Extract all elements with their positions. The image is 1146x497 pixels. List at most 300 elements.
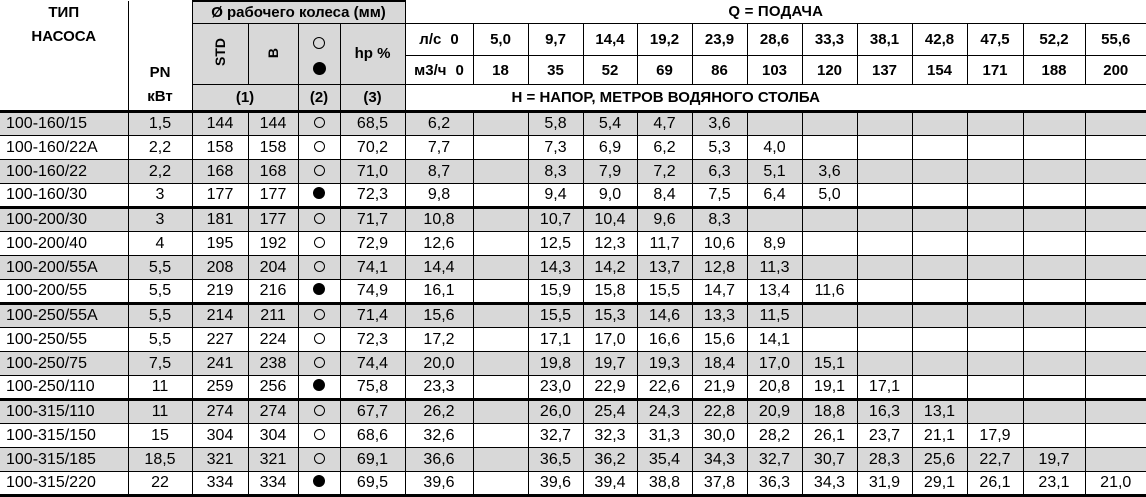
- head-value-cell: 20,0: [405, 352, 473, 376]
- head-value-cell: 14,4: [405, 256, 473, 280]
- head-value-cell: 20,8: [747, 376, 802, 400]
- flow-ls-value: 38,1: [857, 23, 912, 56]
- head-value-cell: 19,8: [528, 352, 583, 376]
- head-value-cell: 25,4: [583, 400, 637, 424]
- hp-cell: 72,3: [340, 328, 405, 352]
- impeller-symbol-cell: [298, 304, 340, 328]
- head-value-cell: 35,4: [637, 448, 692, 472]
- hp-cell: 68,6: [340, 424, 405, 448]
- head-value-cell: 8,3: [528, 160, 583, 184]
- head-value-cell: 18,8: [802, 400, 857, 424]
- head-value-cell: [473, 232, 528, 256]
- flow-m3h-value: 137: [857, 56, 912, 85]
- head-value-cell: 17,0: [583, 328, 637, 352]
- head-value-cell: [1023, 112, 1085, 136]
- b-diameter-cell: 177: [248, 208, 298, 232]
- head-value-cell: 16,6: [637, 328, 692, 352]
- head-value-cell: [967, 400, 1023, 424]
- model-cell: 100-160/22: [0, 160, 128, 184]
- table-row: [0, 136, 1146, 160]
- head-value-cell: 5,8: [528, 112, 583, 136]
- head-value-cell: [1085, 400, 1146, 424]
- head-value-cell: [473, 184, 528, 208]
- head-value-cell: [802, 208, 857, 232]
- flow-ls-value: 52,2: [1023, 23, 1085, 56]
- table-row: [0, 184, 1146, 208]
- head-value-cell: [857, 280, 912, 304]
- head-value-cell: 39,6: [528, 472, 583, 496]
- b-diameter-cell: 168: [248, 160, 298, 184]
- head-value-cell: [857, 304, 912, 328]
- filled-circle-icon: [313, 475, 325, 487]
- head-value-cell: 19,7: [583, 352, 637, 376]
- head-value-cell: [1085, 136, 1146, 160]
- b-diameter-cell: 211: [248, 304, 298, 328]
- head-value-cell: [1085, 184, 1146, 208]
- table-row: [0, 232, 1146, 256]
- open-circle-icon: [314, 261, 325, 272]
- head-value-cell: [912, 256, 967, 280]
- model-cell: 100-200/40: [0, 232, 128, 256]
- head-value-cell: [912, 160, 967, 184]
- table-row: [0, 256, 1146, 280]
- open-circle-icon: [314, 453, 325, 464]
- hp-cell: 72,9: [340, 232, 405, 256]
- flow-m3h-value: 18: [473, 56, 528, 85]
- pn-cell: 1,5: [128, 112, 192, 136]
- head-value-cell: 23,0: [528, 376, 583, 400]
- std-diameter-cell: 334: [192, 472, 248, 496]
- table-row: [0, 472, 1146, 496]
- head-value-cell: 5,1: [747, 160, 802, 184]
- head-value-cell: [747, 112, 802, 136]
- hp-cell: 67,7: [340, 400, 405, 424]
- model-cell: 100-250/55A: [0, 304, 128, 328]
- head-value-cell: [912, 184, 967, 208]
- filled-circle-icon: [313, 283, 325, 295]
- head-value-cell: 15,8: [583, 280, 637, 304]
- head-value-cell: 8,4: [637, 184, 692, 208]
- open-circle-icon: [314, 141, 325, 152]
- head-value-cell: [857, 352, 912, 376]
- flow-section-header: Q = ПОДАЧА: [405, 1, 1146, 23]
- head-value-cell: 7,9: [583, 160, 637, 184]
- filled-circle-icon: [313, 187, 325, 199]
- footnote-2-label: (2): [298, 85, 340, 112]
- b-diameter-cell: 177: [248, 184, 298, 208]
- hp-cell: 72,3: [340, 184, 405, 208]
- pump-type-line1: ТИП: [48, 4, 80, 21]
- open-circle-icon: [314, 309, 325, 320]
- head-value-cell: [1085, 424, 1146, 448]
- head-value-cell: [473, 208, 528, 232]
- head-value-cell: 17,2: [405, 328, 473, 352]
- impeller-symbol-cell: [298, 160, 340, 184]
- head-value-cell: [1023, 328, 1085, 352]
- model-cell: 100-250/75: [0, 352, 128, 376]
- open-circle-icon: [314, 117, 325, 128]
- filled-circle-icon: [313, 62, 326, 75]
- head-value-cell: 3,6: [802, 160, 857, 184]
- table-row: [0, 424, 1146, 448]
- head-value-cell: [473, 376, 528, 400]
- flow-ls-value: 5,0: [473, 23, 528, 56]
- head-value-cell: 34,3: [692, 448, 747, 472]
- flow-ls-value: 9,7: [528, 23, 583, 56]
- hp-cell: 69,1: [340, 448, 405, 472]
- impeller-symbol-cell: [298, 232, 340, 256]
- head-value-cell: 11,5: [747, 304, 802, 328]
- head-value-cell: [1085, 256, 1146, 280]
- flow-m3h-value: 154: [912, 56, 967, 85]
- std-diameter-cell: 227: [192, 328, 248, 352]
- head-value-cell: 12,6: [405, 232, 473, 256]
- open-circle-icon: [314, 165, 325, 176]
- head-value-cell: [857, 112, 912, 136]
- head-value-cell: 23,3: [405, 376, 473, 400]
- head-value-cell: [857, 136, 912, 160]
- head-value-cell: 36,5: [528, 448, 583, 472]
- table-row: [0, 112, 1146, 136]
- head-value-cell: 26,1: [967, 472, 1023, 496]
- pump-type-line2: НАСОСА: [31, 28, 97, 45]
- pn-cell: 18,5: [128, 448, 192, 472]
- std-diameter-cell: 304: [192, 424, 248, 448]
- impeller-symbol-cell: [298, 184, 340, 208]
- hp-cell: 68,5: [340, 112, 405, 136]
- head-value-cell: 19,7: [1023, 448, 1085, 472]
- b-diameter-cell: 304: [248, 424, 298, 448]
- head-value-cell: [473, 352, 528, 376]
- std-diameter-cell: 144: [192, 112, 248, 136]
- head-value-cell: [473, 112, 528, 136]
- head-value-cell: 23,7: [857, 424, 912, 448]
- head-value-cell: [1085, 328, 1146, 352]
- model-cell: 100-200/55A: [0, 256, 128, 280]
- head-value-cell: 15,5: [637, 280, 692, 304]
- head-value-cell: 12,3: [583, 232, 637, 256]
- pn-cell: 11: [128, 376, 192, 400]
- head-value-cell: 32,7: [747, 448, 802, 472]
- head-value-cell: [967, 304, 1023, 328]
- flow-m3h-value: 69: [637, 56, 692, 85]
- head-value-cell: 36,2: [583, 448, 637, 472]
- model-cell: 100-250/110: [0, 376, 128, 400]
- impeller-symbol-cell: [298, 400, 340, 424]
- std-diameter-cell: 241: [192, 352, 248, 376]
- head-value-cell: [1085, 232, 1146, 256]
- head-value-cell: 3,6: [692, 112, 747, 136]
- head-value-cell: 6,3: [692, 160, 747, 184]
- head-value-cell: [967, 376, 1023, 400]
- std-diameter-cell: 177: [192, 184, 248, 208]
- head-value-cell: 16,1: [405, 280, 473, 304]
- head-value-cell: 15,1: [802, 352, 857, 376]
- impeller-symbol-cell: [298, 136, 340, 160]
- head-value-cell: 20,9: [747, 400, 802, 424]
- pn-cell: 4: [128, 232, 192, 256]
- head-value-cell: [967, 280, 1023, 304]
- head-value-cell: 32,3: [583, 424, 637, 448]
- model-cell: 100-200/55: [0, 280, 128, 304]
- open-circle-icon: [314, 357, 325, 368]
- pn-unit-label: кВт: [147, 88, 173, 105]
- pn-cell: 2,2: [128, 136, 192, 160]
- head-value-cell: [967, 352, 1023, 376]
- head-value-cell: 6,2: [405, 112, 473, 136]
- head-value-cell: 22,8: [692, 400, 747, 424]
- impeller-symbol-cell: [298, 352, 340, 376]
- head-value-cell: 32,6: [405, 424, 473, 448]
- head-value-cell: 21,0: [1085, 472, 1146, 496]
- head-value-cell: 11,7: [637, 232, 692, 256]
- impeller-symbol-cell: [298, 280, 340, 304]
- head-value-cell: 29,1: [912, 472, 967, 496]
- hp-cell: 74,1: [340, 256, 405, 280]
- hp-cell: 74,4: [340, 352, 405, 376]
- head-value-cell: [1023, 184, 1085, 208]
- head-value-cell: 14,3: [528, 256, 583, 280]
- open-circle-icon: [314, 405, 325, 416]
- hp-column-header: hp %: [340, 23, 405, 85]
- head-section-header: Н = НАПОР, МЕТРОВ ВОДЯНОГО СТОЛБА: [405, 85, 1146, 112]
- head-value-cell: 39,4: [583, 472, 637, 496]
- b-diameter-cell: 321: [248, 448, 298, 472]
- table-row: [0, 448, 1146, 472]
- impeller-symbol-cell: [298, 328, 340, 352]
- head-value-cell: 14,7: [692, 280, 747, 304]
- b-diameter-cell: 274: [248, 400, 298, 424]
- head-value-cell: 12,5: [528, 232, 583, 256]
- head-value-cell: [802, 112, 857, 136]
- head-value-cell: 31,3: [637, 424, 692, 448]
- table-row: [0, 280, 1146, 304]
- hp-cell: 71,0: [340, 160, 405, 184]
- head-value-cell: [967, 112, 1023, 136]
- model-cell: 100-200/30: [0, 208, 128, 232]
- head-value-cell: [967, 256, 1023, 280]
- head-value-cell: [912, 328, 967, 352]
- head-value-cell: 14,6: [637, 304, 692, 328]
- std-diameter-cell: 158: [192, 136, 248, 160]
- head-value-cell: [802, 304, 857, 328]
- head-value-cell: 36,3: [747, 472, 802, 496]
- b-diameter-cell: 238: [248, 352, 298, 376]
- head-value-cell: 6,2: [637, 136, 692, 160]
- head-value-cell: [473, 448, 528, 472]
- head-value-cell: 26,1: [802, 424, 857, 448]
- head-value-cell: 10,4: [583, 208, 637, 232]
- hp-cell: 74,9: [340, 280, 405, 304]
- open-circle-icon: [313, 37, 325, 49]
- model-cell: 100-160/22A: [0, 136, 128, 160]
- pn-cell: 15: [128, 424, 192, 448]
- model-cell: 100-250/55: [0, 328, 128, 352]
- flow-ls-value: 14,4: [583, 23, 637, 56]
- head-value-cell: [857, 232, 912, 256]
- head-value-cell: [802, 136, 857, 160]
- flow-m3h-value: 52: [583, 56, 637, 85]
- pn-cell: 3: [128, 184, 192, 208]
- head-value-cell: 8,9: [747, 232, 802, 256]
- head-value-cell: [1085, 160, 1146, 184]
- impeller-symbol-cell: [298, 256, 340, 280]
- model-cell: 100-160/15: [0, 112, 128, 136]
- flow-ls-value: 19,2: [637, 23, 692, 56]
- pump-type-header: [0, 1, 128, 112]
- flow-ls-value: 47,5: [967, 23, 1023, 56]
- head-value-cell: 8,3: [692, 208, 747, 232]
- head-value-cell: [1085, 352, 1146, 376]
- table-row: [0, 208, 1146, 232]
- std-column-header: STD: [192, 23, 248, 85]
- head-value-cell: 26,2: [405, 400, 473, 424]
- impeller-symbol-cell: [298, 376, 340, 400]
- head-value-cell: [802, 256, 857, 280]
- impeller-symbol-legend: [298, 23, 340, 85]
- head-value-cell: [802, 328, 857, 352]
- table-row: [0, 328, 1146, 352]
- head-value-cell: [1023, 208, 1085, 232]
- head-value-cell: 14,1: [747, 328, 802, 352]
- head-value-cell: 6,4: [747, 184, 802, 208]
- head-value-cell: [1023, 424, 1085, 448]
- b-diameter-cell: 256: [248, 376, 298, 400]
- b-diameter-cell: 144: [248, 112, 298, 136]
- hp-cell: 70,2: [340, 136, 405, 160]
- head-value-cell: 9,8: [405, 184, 473, 208]
- flow-m3h-value: 35: [528, 56, 583, 85]
- flow-ls-value: 28,6: [747, 23, 802, 56]
- open-circle-icon: [314, 237, 325, 248]
- flow-ls-value: 33,3: [802, 23, 857, 56]
- head-value-cell: 9,0: [583, 184, 637, 208]
- std-diameter-cell: 181: [192, 208, 248, 232]
- head-value-cell: [473, 280, 528, 304]
- hp-cell: 75,8: [340, 376, 405, 400]
- b-diameter-cell: 224: [248, 328, 298, 352]
- std-diameter-cell: 168: [192, 160, 248, 184]
- head-value-cell: 17,0: [747, 352, 802, 376]
- flow-m3h-value: 86: [692, 56, 747, 85]
- hp-cell: 71,4: [340, 304, 405, 328]
- head-value-cell: [1023, 160, 1085, 184]
- table-row: [0, 400, 1146, 424]
- pn-cell: 2,2: [128, 160, 192, 184]
- table-row: [0, 160, 1146, 184]
- head-value-cell: [967, 208, 1023, 232]
- pn-label: PN: [149, 64, 171, 81]
- head-value-cell: [1023, 232, 1085, 256]
- head-value-cell: 13,7: [637, 256, 692, 280]
- flow-m3h-value: 200: [1085, 56, 1146, 85]
- pn-cell: 7,5: [128, 352, 192, 376]
- head-value-cell: [912, 280, 967, 304]
- head-value-cell: 9,6: [637, 208, 692, 232]
- model-cell: 100-315/110: [0, 400, 128, 424]
- head-value-cell: 4,7: [637, 112, 692, 136]
- std-diameter-cell: 321: [192, 448, 248, 472]
- head-value-cell: [967, 136, 1023, 160]
- head-value-cell: [1085, 208, 1146, 232]
- head-value-cell: 13,1: [912, 400, 967, 424]
- head-value-cell: 26,0: [528, 400, 583, 424]
- head-value-cell: 19,3: [637, 352, 692, 376]
- head-value-cell: 5,3: [692, 136, 747, 160]
- head-value-cell: 23,1: [1023, 472, 1085, 496]
- impeller-symbol-cell: [298, 112, 340, 136]
- head-value-cell: 28,3: [857, 448, 912, 472]
- head-value-cell: 17,1: [857, 376, 912, 400]
- pn-cell: 11: [128, 400, 192, 424]
- pn-cell: 5,5: [128, 304, 192, 328]
- b-column-header: В: [248, 23, 298, 85]
- head-value-cell: 15,5: [528, 304, 583, 328]
- head-value-cell: 9,4: [528, 184, 583, 208]
- pn-cell: 5,5: [128, 328, 192, 352]
- flow-m3h-value: 103: [747, 56, 802, 85]
- model-cell: 100-160/30: [0, 184, 128, 208]
- std-diameter-cell: 214: [192, 304, 248, 328]
- head-value-cell: [857, 208, 912, 232]
- flow-ls-value: 55,6: [1085, 23, 1146, 56]
- head-value-cell: 12,8: [692, 256, 747, 280]
- head-value-cell: 39,6: [405, 472, 473, 496]
- head-value-cell: 25,6: [912, 448, 967, 472]
- head-value-cell: 7,5: [692, 184, 747, 208]
- head-value-cell: [1023, 280, 1085, 304]
- head-value-cell: 15,9: [528, 280, 583, 304]
- head-value-cell: [912, 208, 967, 232]
- pn-cell: 5,5: [128, 256, 192, 280]
- std-diameter-cell: 195: [192, 232, 248, 256]
- model-cell: 100-315/220: [0, 472, 128, 496]
- impeller-symbol-cell: [298, 448, 340, 472]
- head-value-cell: [912, 376, 967, 400]
- impeller-symbol-cell: [298, 472, 340, 496]
- model-cell: 100-315/150: [0, 424, 128, 448]
- head-value-cell: 19,1: [802, 376, 857, 400]
- head-value-cell: [857, 160, 912, 184]
- head-value-cell: 21,9: [692, 376, 747, 400]
- head-value-cell: 10,7: [528, 208, 583, 232]
- head-value-cell: 10,6: [692, 232, 747, 256]
- head-value-cell: 32,7: [528, 424, 583, 448]
- head-value-cell: 15,3: [583, 304, 637, 328]
- b-diameter-cell: 158: [248, 136, 298, 160]
- head-value-cell: [473, 328, 528, 352]
- head-value-cell: [1085, 112, 1146, 136]
- head-value-cell: 7,3: [528, 136, 583, 160]
- head-value-cell: [967, 232, 1023, 256]
- head-value-cell: 36,6: [405, 448, 473, 472]
- flow-m3h-zero-header: м3/ч 0: [405, 56, 473, 85]
- filled-circle-icon: [313, 379, 325, 391]
- b-diameter-cell: 334: [248, 472, 298, 496]
- head-value-cell: 15,6: [405, 304, 473, 328]
- head-value-cell: [473, 304, 528, 328]
- head-value-cell: 13,3: [692, 304, 747, 328]
- head-value-cell: [1023, 256, 1085, 280]
- head-value-cell: 13,4: [747, 280, 802, 304]
- head-value-cell: [1085, 304, 1146, 328]
- head-value-cell: [857, 328, 912, 352]
- flow-m3h-value: 120: [802, 56, 857, 85]
- head-value-cell: 24,3: [637, 400, 692, 424]
- footnote-3-label: (3): [340, 85, 405, 112]
- pn-cell: 22: [128, 472, 192, 496]
- head-value-cell: 17,1: [528, 328, 583, 352]
